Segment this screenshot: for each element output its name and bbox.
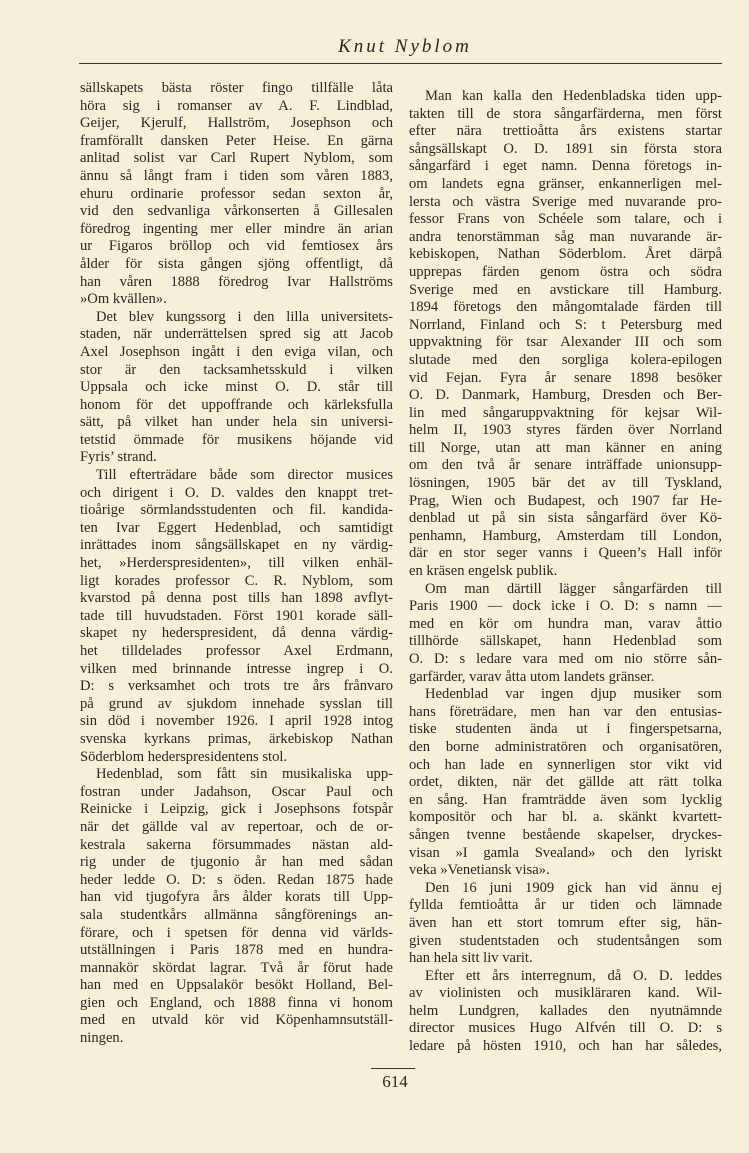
text-line: helm Lundgren, kallades den nyutnämnde: [409, 1002, 722, 1019]
text-line: director musices Hugo Alfvén till O. D: s: [409, 1020, 722, 1037]
text-line: sången tvenne bestående skapelser, dryckes-: [409, 826, 722, 843]
text-line: Geijer, Kjerulf, Hallström, Josephson och: [80, 115, 393, 132]
page-number: 614: [382, 1072, 408, 1091]
paragraph-start-line: Hedenblad, som fått sin musikaliska upp-: [96, 766, 393, 783]
text-line: takten till de stora sångarfärderna, men först: [409, 105, 722, 122]
paragraph-start-line: Det blev kungssorg i den lilla universitets-: [96, 308, 393, 325]
text-line: slutade med den sorgliga kolera-epilogen: [409, 351, 722, 368]
text-line: Paris 1900 — dock icke i O. D: s namn —: [409, 598, 722, 615]
text-line: given studentstaden och studentsången som: [409, 932, 722, 949]
text-line: Uppsala och icke minst O. D. står till: [80, 379, 393, 396]
text-line: O. D: s ledare vara med om nio större sån-: [409, 651, 722, 667]
text-line: en sång. Han framträdde även som lycklig: [409, 791, 722, 808]
text-line: »Om kvällen».: [80, 291, 167, 308]
text-line: skapet ny hederspresident, då denna värdig-: [80, 625, 393, 642]
text-line: lersta och västra Sverige med nuvarande pro-: [409, 193, 722, 210]
text-line: han vid tjugofyra års ålder korats till Upp-: [80, 889, 393, 906]
paragraph-start-line: Efter ett års interregnum, då O. D. leddes: [425, 967, 722, 984]
text-line: ehuru ordinarie professor sedan sexton år,: [80, 185, 393, 202]
paragraph-start-line: Den 16 juni 1909 gick han vid ännu ej: [425, 879, 722, 896]
text-line: sätt, på vilket han under hela sin universi-: [80, 414, 393, 431]
text-line: när det gällde val av repertoar, och de or-: [80, 818, 393, 835]
text-line: han hela sitt liv varit.: [409, 950, 533, 967]
left-text-column: [80, 80, 393, 1048]
paragraph-start-line: Man kan kalla den Hedenbladska tiden upp-: [425, 88, 722, 104]
text-line: tillhörde sällskapet, hann Hedenblad som: [409, 633, 722, 650]
text-line: honom för det uppoffrande och kärleksfulla: [80, 396, 393, 413]
text-line: ännu så långt fram i tiden som våren 1883,: [80, 167, 393, 184]
text-line: helm II, 1903 styres färden över Norrland: [409, 422, 722, 439]
text-line: ledare på hösten 1910, och han har således,: [409, 1038, 722, 1055]
text-line: en kräsen engelsk publik.: [409, 563, 558, 580]
text-line: om landets egna gränser, enkannerligen mel-: [409, 175, 722, 192]
text-line: till Norge, utan att man känner en aning: [409, 439, 722, 456]
text-line: den borne administratören och organisatören,: [409, 738, 722, 755]
paragraph-start-line: Om man därtill lägger sångarfärden till: [425, 580, 722, 597]
text-line: heder ledde O. D: s öden. Redan 1875 hade: [80, 871, 393, 888]
text-line: höra sig i romanser av A. F. Lindblad,: [80, 97, 393, 114]
text-line: ningen.: [80, 1030, 124, 1047]
text-line: lösningen, 1905 bär det av till Tyskland,: [409, 475, 722, 492]
text-line: tiske studenten ända ut i fingerspetsarna,: [409, 721, 722, 738]
text-line: ur Figaros bröllop och vid femtiosex års: [80, 238, 393, 255]
text-line: fessor Frans von Schéele som talare, och i: [409, 211, 722, 228]
text-line: med en utvald kör vid Köpenhamnsutställ-: [80, 1012, 393, 1029]
right-text-column: [409, 88, 722, 1056]
text-line: denblad ut på sin sista sångarfärd över Kö-: [409, 510, 722, 527]
text-line: tioårige sörmlandsstudenten och fil. kandida-: [80, 502, 393, 519]
text-line: om den två år senare inträffade unionsupp-: [409, 457, 722, 474]
header-rule: [79, 63, 722, 64]
text-line: utställningen i Paris 1878 med en hundra-: [80, 942, 393, 959]
text-line: förare, och i spetsen för denna vid världs-: [80, 924, 393, 941]
text-line: sångarfärd i eget namn. Denna företogs in-: [409, 158, 722, 175]
text-line: ordet, dikten, när det gällde att rätt tolka: [409, 774, 722, 791]
text-line: Fyris’ strand.: [80, 449, 157, 466]
text-line: vilken med brinnande intresse ingrep i O.: [80, 660, 393, 677]
text-line: fostran under Jadahson, Oscar Paul och: [80, 783, 393, 800]
text-line: föredrog ingenting mer eller mindre än arian: [80, 220, 393, 237]
text-line: gien och England, och 1888 finna vi honom: [80, 994, 393, 1011]
text-line: lin med sångaruppvaktning för kejsar Wil-: [409, 404, 722, 421]
text-line: ålder för sista gången sjöng offentligt, då: [80, 255, 393, 272]
text-line: het tilldelades professor Axel Erdmann,: [80, 643, 393, 659]
text-line: upprepas färden genom östra och södra: [409, 263, 722, 280]
text-line: ligt korades professor C. R. Nyblom, som: [80, 572, 393, 589]
text-line: kompositör och har bl. a. skänkt kvartett-: [409, 809, 722, 826]
footer-rule: [371, 1068, 415, 1069]
text-line: stor är den tacksamhetsskuld i vilken: [80, 361, 393, 378]
text-line: sångsällskapt O. D. 1891 sin första stora: [409, 140, 722, 157]
text-line: anlitad solist var Carl Rupert Nyblom, som: [80, 150, 393, 167]
paragraph-start-line: Hedenblad var ingen djup musiker som: [425, 686, 722, 703]
text-line: uppvaktning för tsar Alexander III och som: [409, 334, 722, 351]
header-title: Knut Nyblom: [338, 36, 472, 57]
text-line: och han lade en synnerligen stor vikt vid: [409, 756, 722, 773]
text-line: framförallt dansken Peter Heise. En gärna: [80, 132, 393, 149]
text-line: Prag, Wien och Budapest, och 1907 far He-: [409, 492, 722, 509]
text-line: het, »Herderspresidenten», till vilken enhäl-: [80, 555, 393, 572]
text-line: kestrala sakerna försummades nästan ald-: [80, 836, 393, 853]
text-line: penhamn, Hamburg, Amsterdam till London,: [409, 527, 722, 544]
text-line: hans företrädare, men han var den entusias-: [409, 703, 722, 720]
text-line: Söderblom hederspresidentens stol.: [80, 748, 288, 765]
text-line: inrättades inom sångsällskapet en ny värdig-: [80, 537, 393, 554]
text-line: andra tenorstämman såg man nuvarande är-: [409, 228, 722, 245]
text-line: efter nära trettioåtta års existens startar: [409, 123, 722, 140]
text-line: svenska kyrkans primas, ärkebiskop Nathan: [80, 730, 393, 747]
text-line: O. D. Danmark, Hamburg, Dresden och Ber-: [409, 387, 722, 404]
text-line: sin död i november 1926. I april 1928 intog: [80, 713, 393, 730]
text-line: Sverige med en avstickare till Hamburg.: [409, 281, 722, 298]
text-line: och dirigent i O. D. valdes den knappt tret-: [80, 484, 393, 501]
text-line: veka »Venetiansk visa».: [409, 862, 550, 879]
text-line: ten Ivar Eggert Hedenblad, och samtidigt: [80, 519, 393, 536]
text-line: fyllda femtioåtta år ur tiden och lämnade: [409, 897, 722, 914]
text-line: vid Fejan. Fyra år senare 1898 besöker: [409, 369, 722, 386]
text-line: visan »I gamla Svealand» och den lyriskt: [409, 844, 722, 861]
paragraph-start-line: Till efterträdare både som director musices: [96, 467, 393, 484]
text-line: kebiskopen, Nathan Söderblom. Året därpå: [409, 246, 722, 263]
text-line: kvarstod på denna post tills han 1898 avflyt-: [80, 590, 393, 607]
text-line: mannakör skördat lagrar. Två år förut hade: [80, 959, 393, 976]
text-line: han med en Uppsalakör besökt Holland, Bel-: [80, 977, 393, 994]
text-line: tetstid ömmade för musikens höjande vid: [80, 431, 393, 448]
text-line: vid den sedvanliga vårkonserten å Gillesalen: [80, 203, 393, 220]
text-line: rig under de tjugonio år han med sådan: [80, 854, 393, 871]
text-line: 1894 företogs den mångomtalade färden till: [409, 299, 722, 316]
text-line: Norrland, Finland och S: t Petersburg med: [409, 316, 722, 333]
text-line: Reinicke i Leipzig, gick i Josephsons fotspår: [80, 801, 393, 818]
text-line: av violinisten och musikläraren kand. Wil-: [409, 985, 722, 1002]
text-line: han våren 1888 föredrog Ivar Hallströms: [80, 273, 393, 290]
text-line: garfärder, varav åtta utom landets gränser.: [409, 668, 655, 685]
text-line: på grund av sjukdom innehade sysslan till: [80, 695, 393, 712]
text-line: även han ett stort tomrum efter sig, hän-: [409, 914, 722, 931]
text-line: med en kör om hundra man, varav åttio: [409, 615, 722, 632]
text-line: sala studentkårs allmänna sångförenings an-: [80, 906, 393, 923]
text-line: D: s verksamhet och trots tre års frånvaro: [80, 678, 393, 695]
text-line: tade till huvudstaden. Först 1901 korade säll-: [80, 607, 393, 624]
text-line: sällskapets bästa röster fingo tillfälle låta: [80, 80, 393, 96]
text-line: där en stor seger vanns i Queen’s Hall inför: [409, 545, 722, 562]
text-line: Axel Josephson ingått i den eviga vilan, och: [80, 343, 393, 360]
text-line: staden, när underrättelsen spred sig att Jacob: [80, 326, 393, 343]
